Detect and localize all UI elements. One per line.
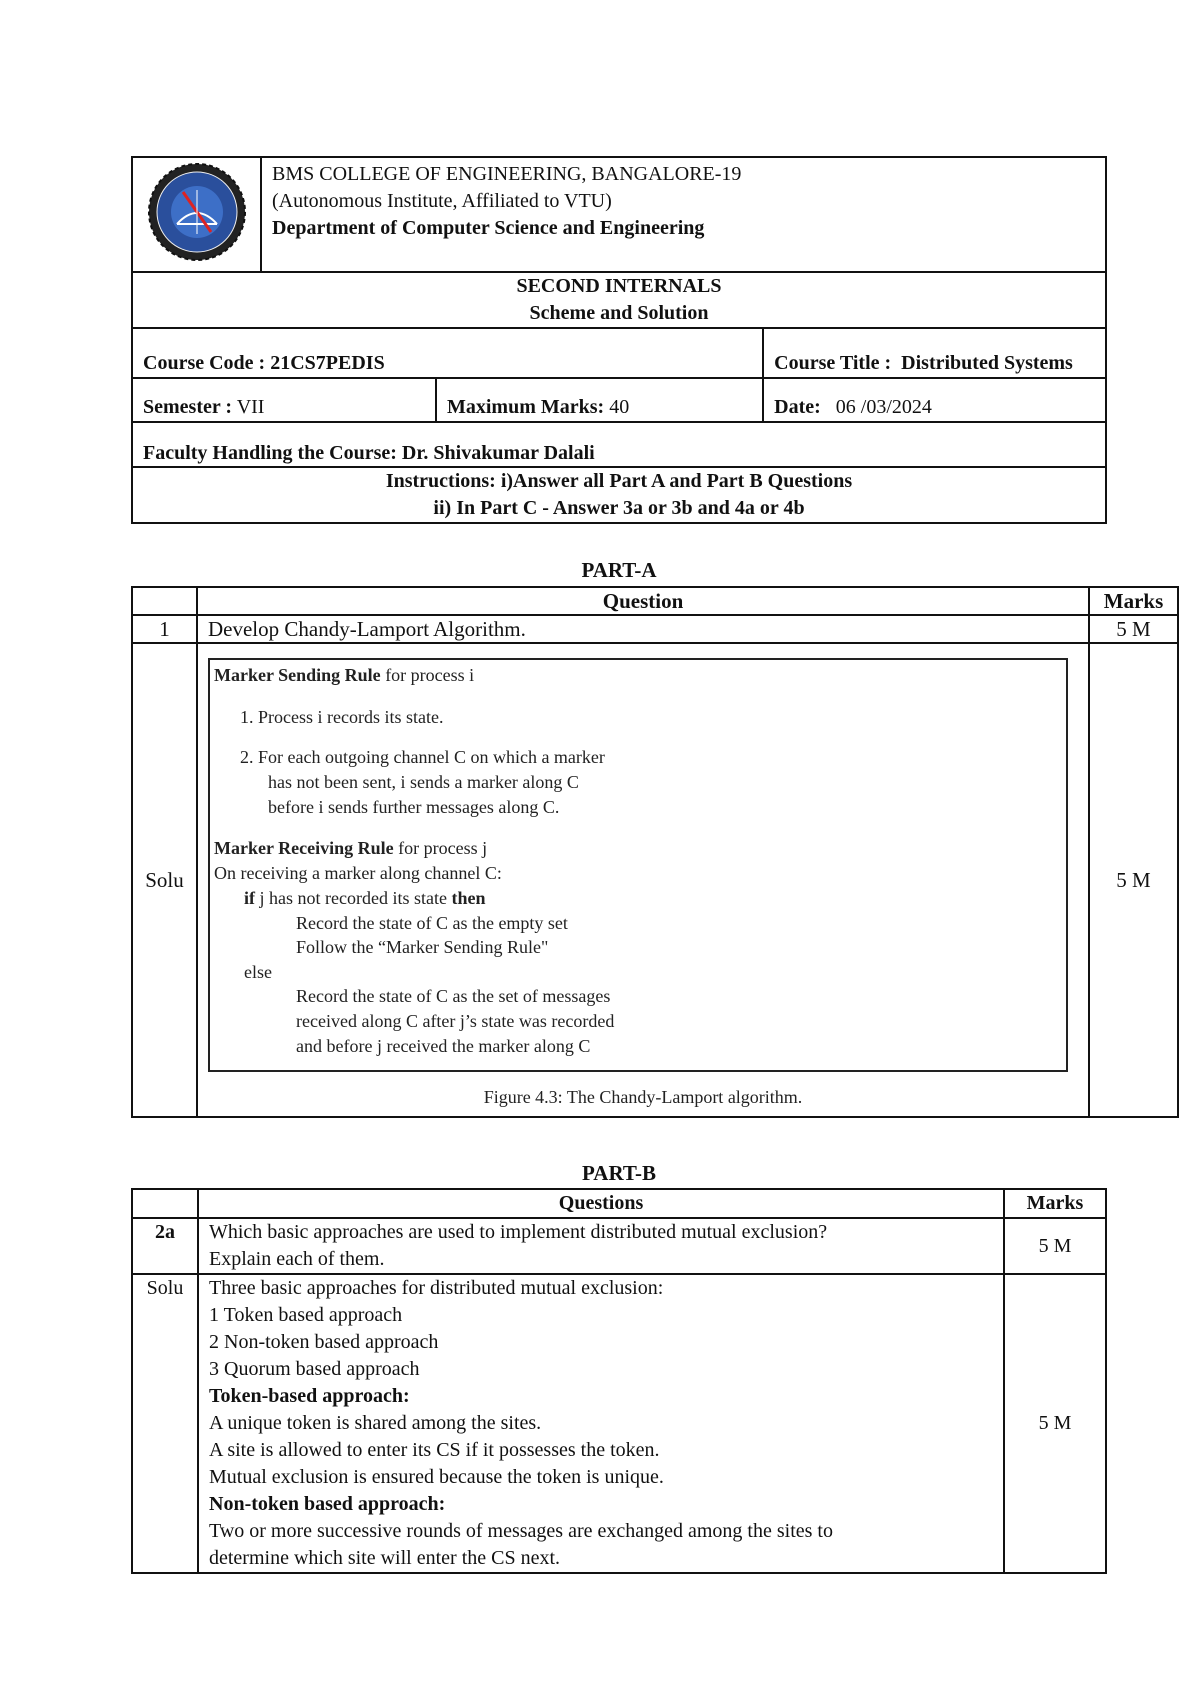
else-keyword: else (244, 962, 272, 982)
instructions-line-1: Instructions: i)Answer all Part A and Part B Questions (385, 470, 853, 492)
course-code-label: Course Code : (143, 352, 266, 374)
receiving-rule-heading (214, 835, 487, 861)
receiving-rule-line-7: received along C after j’s state was recorded (296, 1011, 615, 1031)
part-a-question-text: Develop Chandy-Lamport Algorithm. (197, 615, 1089, 643)
instructions-line-2: ii) In Part C - Answer 3a or 3b and 4a or 4b (433, 497, 805, 519)
max-marks-cell (436, 378, 763, 422)
then-keyword: then (451, 888, 486, 908)
part-b-questions-header: Questions (198, 1189, 1004, 1218)
chandy-lamport-figure (208, 658, 1068, 1072)
non-token-based-heading: Non-token based approach: (209, 1493, 446, 1515)
max-marks-label: Maximum Marks: (447, 396, 605, 418)
receiving-rule-line-3: Record the state of C as the empty set (296, 913, 568, 933)
solution-line: 2 Non-token based approach (209, 1331, 439, 1353)
college-info-cell (261, 157, 1106, 272)
sending-rule-step-1: 1. Process i records its state. (240, 707, 444, 727)
part-a-no-header (132, 587, 197, 615)
solution-line: 3 Quorum based approach (209, 1358, 420, 1380)
date-value: 06 /03/2024 (835, 396, 932, 418)
sending-rule-step-2b: has not been sent, i sends a marker along C (268, 772, 579, 792)
part-a-q-number: 1 (132, 615, 197, 643)
semester-label: Semester : (143, 396, 233, 418)
date-cell (763, 378, 1106, 422)
course-code-cell (132, 328, 763, 378)
part-b-q-marks: 5 M (1004, 1218, 1106, 1274)
header-table (131, 156, 1107, 329)
sending-rule-step-2a: 2. For each outgoing channel C on which a marker (240, 747, 605, 767)
part-b-solu-marks: 5 M (1004, 1274, 1106, 1573)
part-b-question-line-2: Explain each of them. (209, 1248, 385, 1270)
receiving-rule-title: Marker Receiving Rule (214, 838, 394, 858)
solution-line: Two or more successive rounds of messages are exchanged among the sites to (209, 1520, 833, 1542)
sending-rule-suffix: for process i (385, 665, 475, 685)
part-a-title: PART-A (581, 558, 657, 582)
part-b-table (131, 1188, 1107, 1574)
solution-line: 1 Token based approach (209, 1304, 403, 1326)
part-b-q-number: 2a (132, 1218, 198, 1274)
part-b-no-header (132, 1189, 198, 1218)
part-a-solution-cell (197, 643, 1089, 1117)
figure-caption: Figure 4.3: The Chandy-Lamport algorithm. (483, 1087, 803, 1107)
receiving-rule-condition: j has not recorded its state (259, 888, 447, 908)
sending-rule-title: Marker Sending Rule (214, 665, 381, 685)
college-affiliation: (Autonomous Institute, Affiliated to VTU) (272, 190, 612, 212)
course-code: 21CS7PEDIS (270, 352, 385, 374)
sending-rule-step-2c: before i sends further messages along C. (268, 797, 560, 817)
sending-rule-heading (214, 662, 474, 688)
faculty-cell (132, 422, 1106, 467)
exam-title: SECOND INTERNALS (516, 275, 722, 297)
receiving-rule-suffix: for process j (398, 838, 488, 858)
part-b-solution-cell (198, 1274, 1004, 1573)
exam-subtitle: Scheme and Solution (529, 302, 709, 324)
receiving-rule-line-6: Record the state of C as the set of messages (296, 986, 611, 1006)
solution-line: Three basic approaches for distributed mutual exclusion: (209, 1277, 664, 1299)
college-logo-icon (147, 162, 247, 262)
course-title-cell (763, 328, 1106, 378)
receiving-rule-line-8: and before j received the marker along C (296, 1036, 591, 1056)
instructions-cell (132, 467, 1106, 523)
date-label: Date: (774, 396, 821, 418)
receiving-rule-line-1: On receiving a marker along channel C: (214, 863, 502, 883)
faculty-name: Dr. Shivakumar Dalali (401, 442, 595, 464)
part-a-solu-marks: 5 M (1089, 643, 1178, 1117)
part-a-solu-label: Solu (132, 643, 197, 1117)
part-b-marks-header: Marks (1004, 1189, 1106, 1218)
semester-value: VII (236, 396, 265, 418)
token-based-heading: Token-based approach: (209, 1385, 410, 1407)
solution-line: determine which site will enter the CS next. (209, 1547, 561, 1569)
max-marks-value: 40 (609, 396, 630, 418)
part-a-table (131, 586, 1179, 1118)
part-a-marks-header: Marks (1089, 587, 1178, 615)
department-name: Department of Computer Science and Engineering (272, 217, 705, 239)
receiving-rule-line-2 (244, 885, 485, 911)
course-title: Distributed Systems (901, 352, 1073, 374)
part-b-question-cell (198, 1218, 1004, 1274)
solution-line: A unique token is shared among the sites. (209, 1412, 542, 1434)
part-b-title: PART-B (582, 1161, 656, 1185)
college-logo-cell (132, 157, 261, 272)
part-b-question-line-1: Which basic approaches are used to implement distributed mutual exclusion? (209, 1221, 828, 1243)
part-b-solu-label: Solu (132, 1274, 198, 1573)
course-title-label: Course Title : (774, 352, 892, 374)
course-info-table (131, 327, 1107, 524)
part-a-q-marks: 5 M (1089, 615, 1178, 643)
semester-cell (132, 378, 436, 422)
if-keyword: if (244, 888, 255, 908)
part-a-question-header: Question (197, 587, 1089, 615)
solution-line: Mutual exclusion is ensured because the token is unique. (209, 1466, 664, 1488)
college-name: BMS COLLEGE OF ENGINEERING, BANGALORE-19 (272, 163, 742, 185)
receiving-rule-line-4: Follow the “Marker Sending Rule" (296, 937, 549, 957)
solution-line: A site is allowed to enter its CS if it possesses the token. (209, 1439, 660, 1461)
faculty-label: Faculty Handling the Course: (143, 442, 397, 464)
exam-title-cell (132, 272, 1106, 328)
